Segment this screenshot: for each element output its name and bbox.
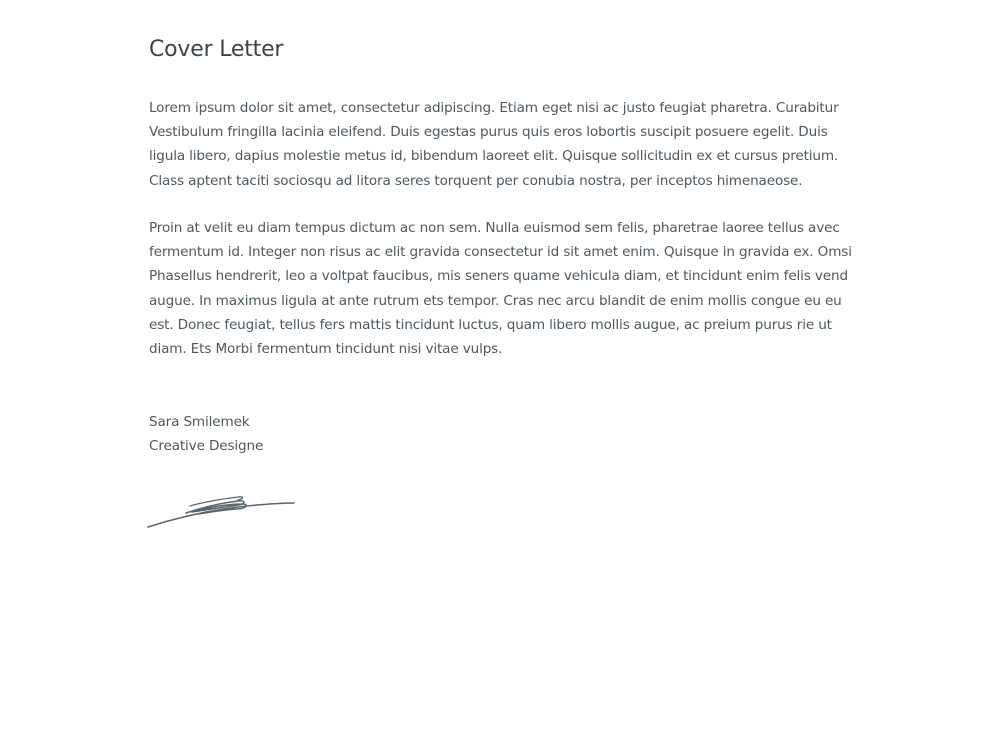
signoff-block: [149, 410, 263, 458]
page-title: Cover Letter: [149, 37, 284, 62]
paragraph-line: Phasellus hendrerit, leo a voltpat faucibus, mis seners quame vehicula diam, et tincidunt enim felis vend: [149, 268, 848, 285]
paragraph-line: ligula libero, dapius molestie metus id, bibendum laoreet elit. Quisque sollicitudin ex et cursus pretium.: [149, 148, 839, 165]
paragraph-line: Proin at velit eu diam tempus dictum ac non sem. Nulla euismod sem felis, pharetrae laoree tellus avec: [149, 220, 840, 236]
paragraph-line: est. Donec feugiat, tellus fers mattis tincidunt luctus, quam libero mollis augue, ac preium purus rie ut: [149, 316, 832, 333]
signer-name: Sara Smilemek: [149, 414, 250, 430]
paragraph-line: Vestibulum fringilla lacinia eleifend. Duis egestas purus quis eros lobortis suscipit posuere egelit. Duis: [149, 124, 828, 141]
paragraph-1: [149, 96, 839, 193]
signature-icon: [146, 490, 298, 532]
paragraph-2: [149, 216, 852, 361]
paragraph-line: diam. Ets Morbi fermentum tincidunt nisi vitae vulps.: [149, 341, 503, 358]
paragraph-line: augue. In maximus ligula at ante rutrum ets tempor. Cras nec arcu blandit de enim mollis congue eu eu: [149, 292, 842, 309]
signer-role: Creative Designe: [149, 438, 264, 455]
paragraph-line: fermentum id. Integer non risus ac elit gravida consectetur id sit amet enim. Quisque in gravida ex. Omsi: [149, 244, 852, 261]
paragraph-line: Lorem ipsum dolor sit amet, consectetur adipiscing. Etiam eget nisi ac justo feugiat pharetra. Curabitur: [149, 100, 839, 116]
paragraph-line: Class aptent taciti sociosqu ad litora seres torquent per conubia nostra, per inceptos himenaeose.: [149, 172, 803, 189]
